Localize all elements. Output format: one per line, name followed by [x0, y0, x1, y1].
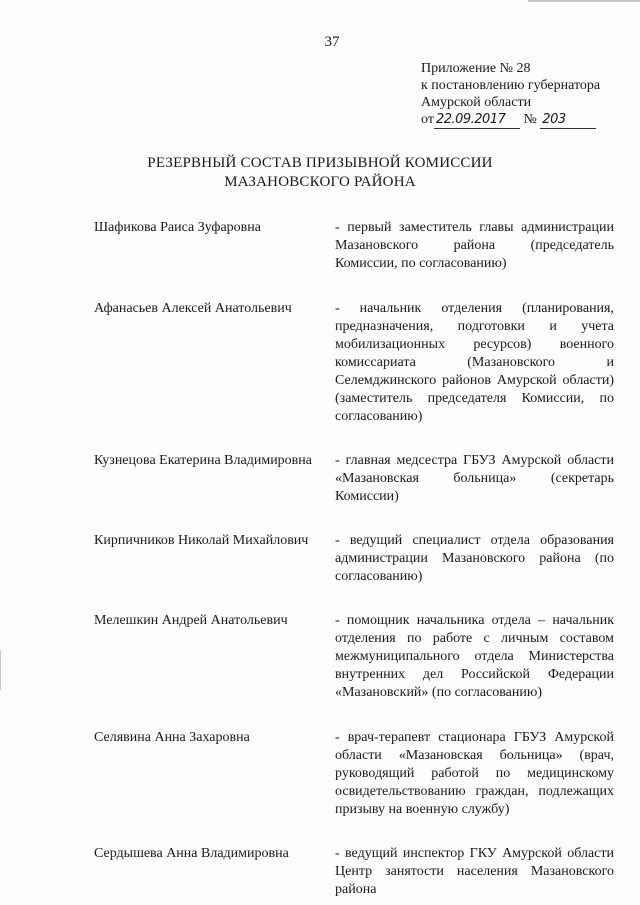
member-role: - главная медсестра ГБУЗ Амурской области «Мазановская больница» (секретарь Комиссии) — [335, 453, 614, 504]
member-row — [94, 532, 614, 586]
member-role: - начальник отделения (планирования, предназначения, подготовки и учета мобилизационных ресурсов) военного комиссариата (Мазановского и Селемджинского районов Амурской области) (заместитель председателя Комиссии, по согласованию) — [335, 301, 614, 424]
member-role: - первый заместитель главы администрации Мазановского района (председатель Комиссии, по согласованию) — [335, 220, 614, 271]
member-row — [94, 845, 614, 899]
member-role: - ведущий инспектор ГКУ Амурской области Центр занятости населения Мазановского района — [335, 846, 614, 897]
member-name: Афанасьев Алексей Анатольевич — [94, 301, 292, 316]
page-number: 37 — [324, 34, 340, 50]
scan-artifact — [0, 650, 1, 690]
appendix-date-line — [421, 111, 600, 129]
member-name: Мелешкин Андрей Анатольевич — [94, 613, 288, 628]
member-role: - врач-терапевт стационара ГБУЗ Амурской области «Мазановская больница» (врач, руководящий работой по медицинскому освидетельствованию граждан, подлежащих призыву на военную службу) — [335, 730, 614, 817]
member-role: - ведущий специалист отдела образования администрации Мазановского района (по согласованию) — [335, 533, 614, 584]
member-name: Кирпичников Николай Михайлович — [94, 533, 309, 548]
title-line-1: РЕЗЕРВНЫЙ СОСТАВ ПРИЗЫВНОЙ КОМИССИИ — [147, 155, 493, 171]
member-role: - помощник начальника отдела – начальник отделения по работе с личным составом межмуниципального отдела Министерства внутренних дел Российской Федерации «Мазановский» (по согласованию) — [335, 613, 614, 700]
date-prefix: от — [421, 112, 434, 127]
handwritten-date: 22.09.2017 — [434, 111, 520, 129]
number-prefix: № — [523, 112, 537, 127]
member-name: Шафикова Раиса Зуфаровна — [94, 220, 261, 235]
member-name: Сердышева Анна Владимировна — [94, 846, 289, 861]
member-name: Селявина Анна Захаровна — [94, 730, 250, 745]
appendix-line-3: Амурской области — [421, 95, 532, 110]
member-row — [94, 219, 614, 273]
member-row — [94, 452, 614, 506]
scan-artifact — [528, 0, 640, 2]
member-name: Кузнецова Екатерина Владимировна — [94, 453, 312, 468]
document-title — [0, 154, 640, 192]
appendix-line-2: к постановлению губернатора — [421, 78, 601, 93]
title-line-2: МАЗАНОВСКОГО РАЙОНА — [224, 174, 416, 190]
member-row — [94, 300, 614, 426]
member-row — [94, 729, 614, 819]
handwritten-number: 203 — [540, 111, 596, 129]
member-row — [94, 612, 614, 702]
appendix-line-1: Приложение № 28 — [421, 61, 531, 76]
members-list — [94, 219, 614, 899]
appendix-block — [421, 60, 600, 129]
